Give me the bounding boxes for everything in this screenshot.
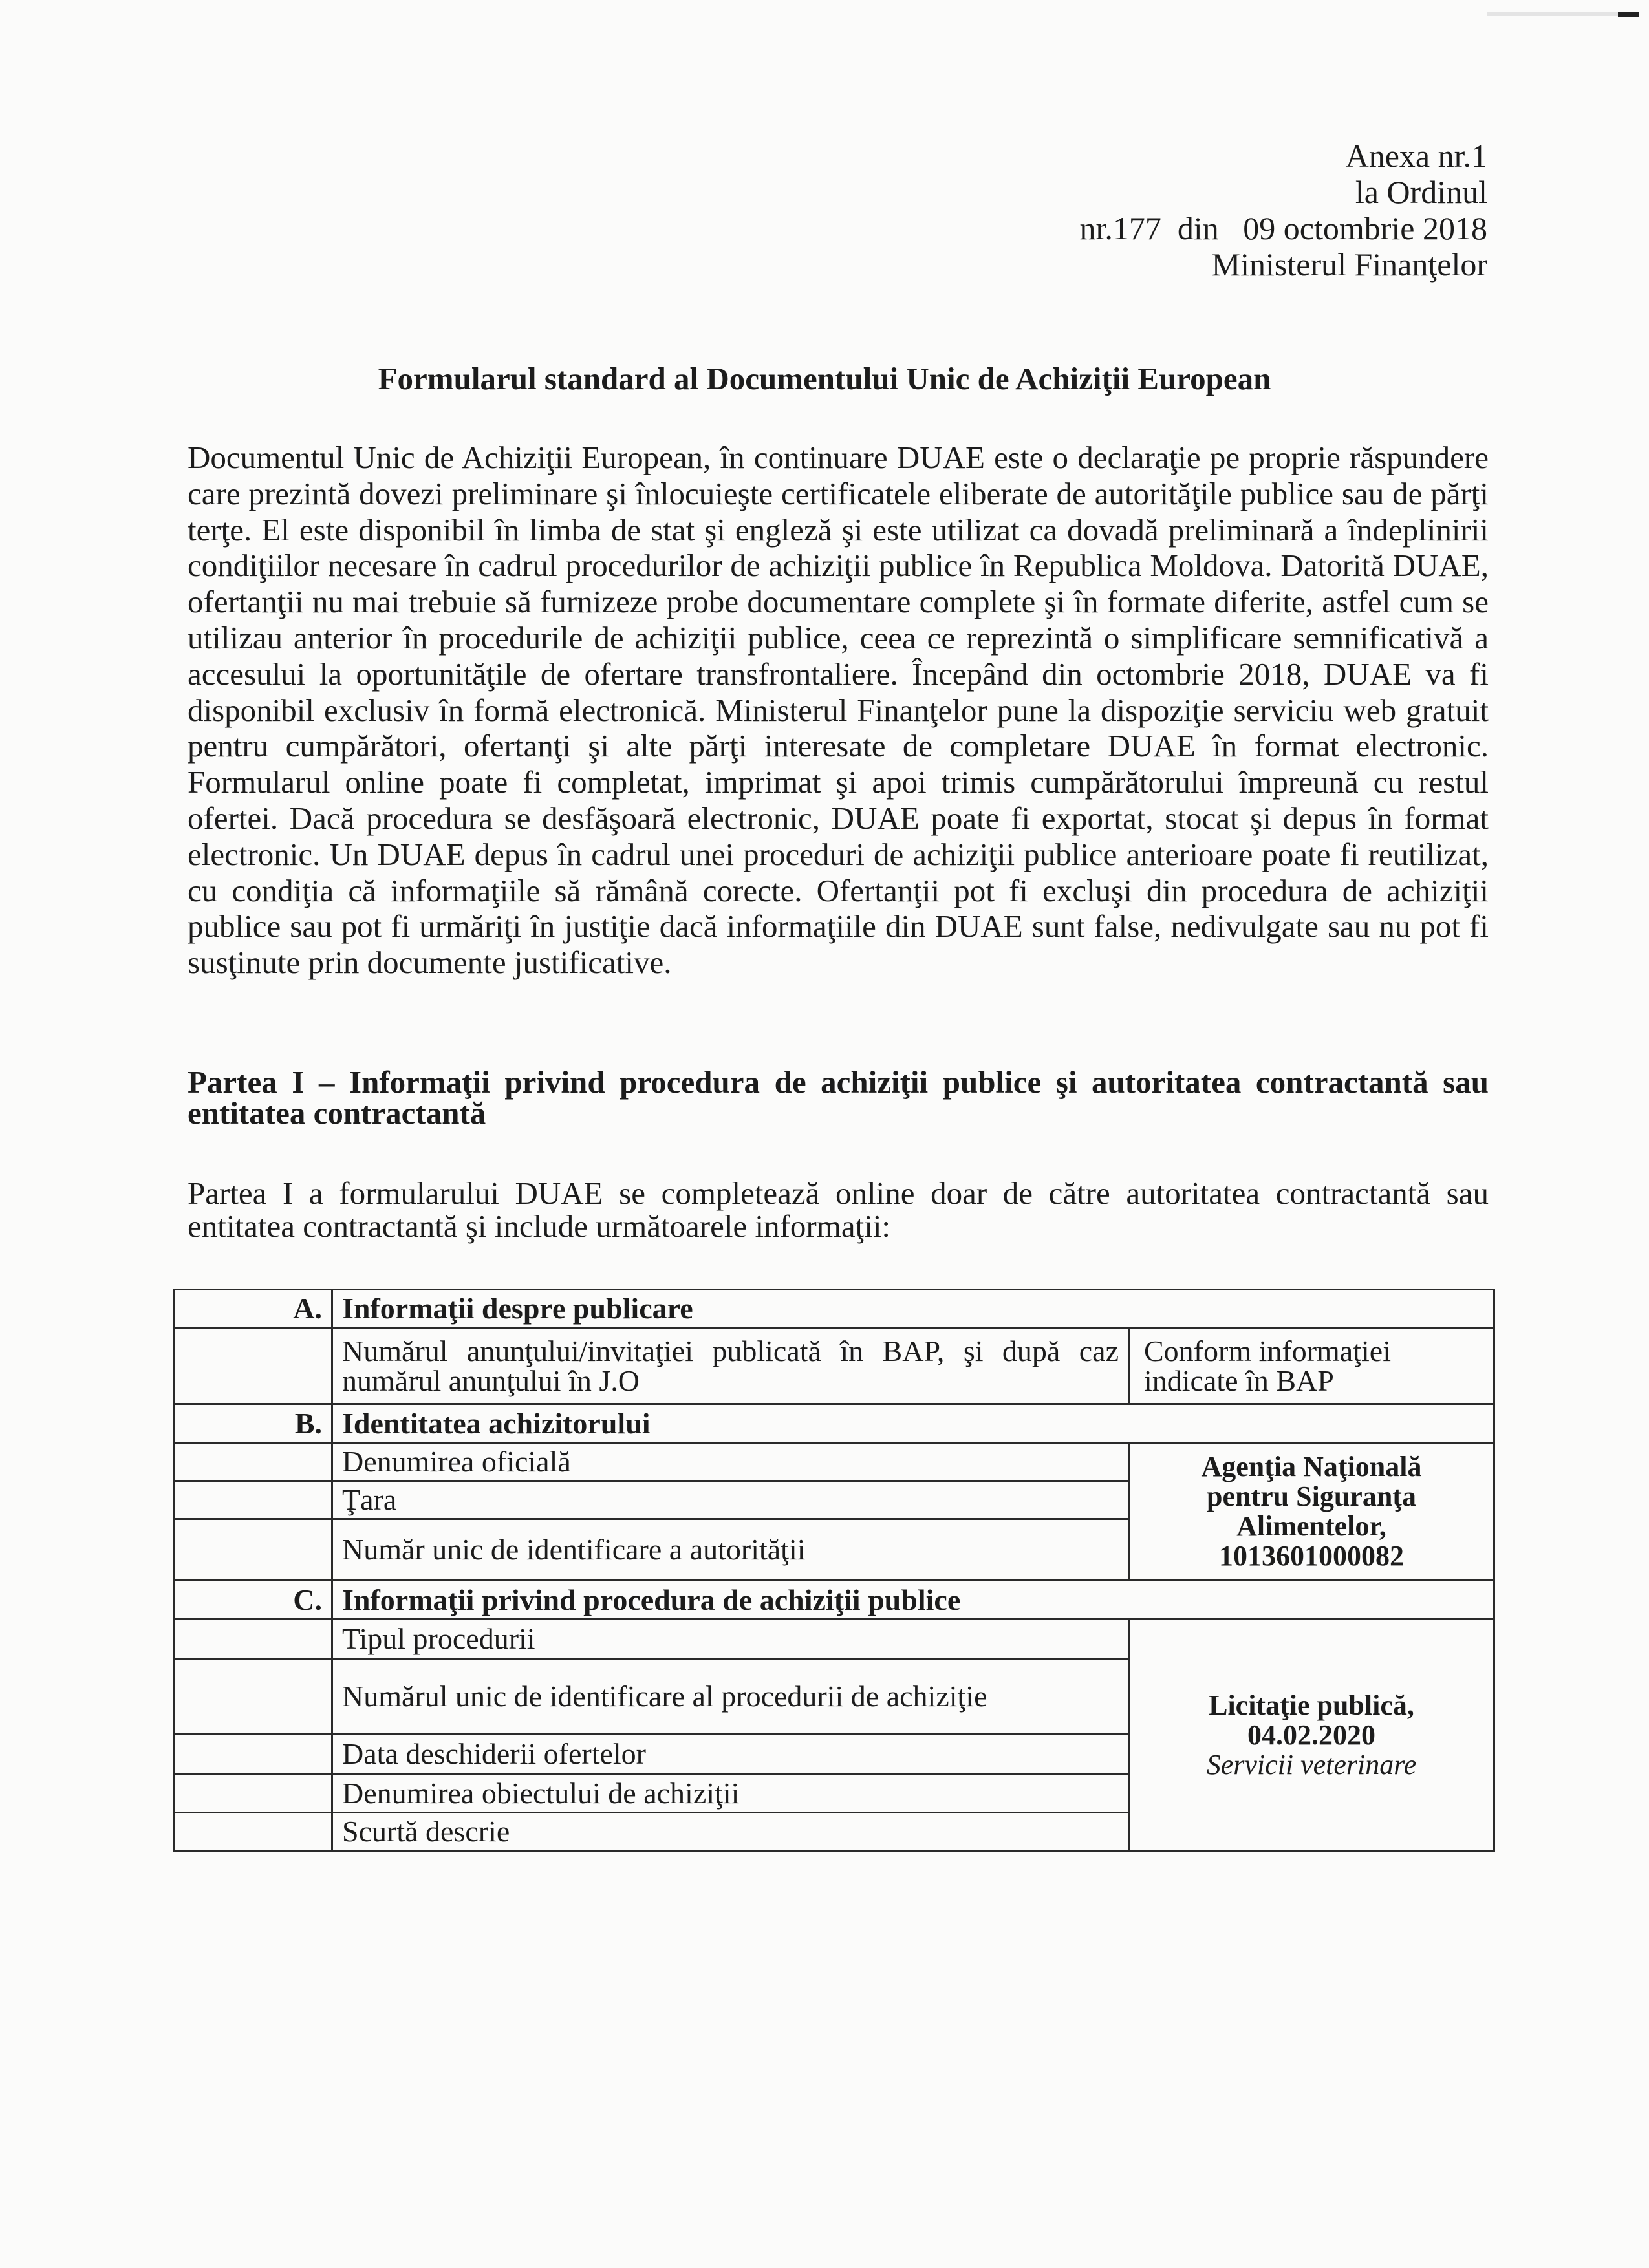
section-b-header-row (174, 1404, 1494, 1443)
row-label: Număr unic de identificare a autorităţii (332, 1519, 1129, 1581)
annex-header (1080, 138, 1488, 283)
order-number-date: nr.177 din 09 octombrie 2018 (1079, 210, 1487, 246)
scan-artifact-line (1487, 12, 1618, 16)
authority-identity-value: Agenţia Naţională pentru Siguranţa Alimentelor, 1013601000082 (1129, 1443, 1494, 1581)
row-label: Denumirea obiectului de achiziţii (332, 1774, 1129, 1813)
section-letter: C. (174, 1581, 332, 1620)
row-label: Numărul unic de identificare al procedurii de achiziţie (332, 1659, 1129, 1735)
section-a-header-row (174, 1290, 1494, 1328)
section-letter: A. (174, 1290, 332, 1328)
row-value: Conform informaţiei indicate în BAP (1129, 1328, 1494, 1404)
row-label: Data deschiderii ofertelor (332, 1735, 1129, 1774)
section-title: Identitatea achizitorului (332, 1404, 1494, 1443)
issuing-ministry: Ministerul Finanţelor (1211, 246, 1487, 283)
row-label: Denumirea oficială (332, 1443, 1129, 1481)
row-label: Numărul anunţului/invitaţiei publicată în BAP, şi după caz numărul anunţului în J.O (332, 1328, 1129, 1404)
annex-number: Anexa nr.1 (1345, 138, 1487, 174)
scan-artifact-mark (1618, 12, 1639, 17)
row-label: Tipul procedurii (332, 1620, 1129, 1659)
section-title: Informaţii despre publicare (332, 1290, 1494, 1328)
intro-paragraph: Documentul Unic de Achiziţii European, în continuare DUAE este o declaraţie pe proprie răspundere care prezintă dovezi preliminare şi înlocuieşte certificatele eliberate de autorităţile publice sau de părţi terţe. El este disponibil în limba de stat şi engleză şi este utilizat ca dovadă preliminară a îndeplinirii condiţiilor necesare în cadrul procedurilor de achiziţii publice în Republica Moldova. Datorită DUAE, ofertanţii nu mai trebuie să furnizeze probe documentare complete şi în formate diferite, astfel cum se utilizau anterior în procedurile de achiziţii publice, ceea ce reprezintă o simplificare semnificativă a accesului la oportunităţile de ofertare transfrontaliere. Începând din octombrie 2018, DUAE va fi disponibil exclusiv în formă electronică. Ministerul Finanţelor pune la dispoziţie serviciu web gratuit pentru cumpărători, ofertanţi şi alte părţi interesate de completare DUAE în format electronic. Formularul online poate fi completat, imprimat şi apoi trimis cumpărătorului împreună cu restul ofertei. Dacă procedura se desfăşoară electronic, DUAE poate fi exportat, stocat şi depus în format electronic. Un DUAE depus în cadrul unei proceduri de achiziţii publice anterioare poate fi reutilizat, cu condiţia că informaţiile să rămână corecte. Ofertanţii pot fi excluşi din procedura de achiziţii publice sau pot fi urmăriţi în justiţie dacă informaţiile din DUAE sunt false, nedivulgate sau nu pot fi susţinute prin documente justificative. (188, 440, 1489, 981)
part1-intro: Partea I a formularului DUAE se completează online doar de către autoritatea contractantă sau entitatea contractantă şi include următoarele informaţii: (188, 1175, 1489, 1244)
table-row (174, 1620, 1494, 1659)
procedure-info-value: Licitaţie publică, 04.02.2020 Servicii veterinare (1129, 1620, 1494, 1851)
row-label: Ţara (332, 1481, 1129, 1519)
row-label: Scurtă descrie (332, 1813, 1129, 1851)
part1-heading: Partea I – Informaţii privind procedura de achiziţii publice şi autoritatea contractantă sau entitatea contractantă (188, 1064, 1489, 1131)
document-title: Formularul standard al Documentului Unic de Achiziţii European (378, 361, 1271, 396)
section-c-header-row (174, 1581, 1494, 1620)
section-letter: B. (174, 1404, 332, 1443)
section-title: Informaţii privind procedura de achiziţii publice (332, 1581, 1494, 1620)
order-reference: la Ordinul (1355, 174, 1487, 210)
procurement-info-table (173, 1289, 1495, 1852)
table-row (174, 1443, 1494, 1481)
table-row (174, 1328, 1494, 1404)
